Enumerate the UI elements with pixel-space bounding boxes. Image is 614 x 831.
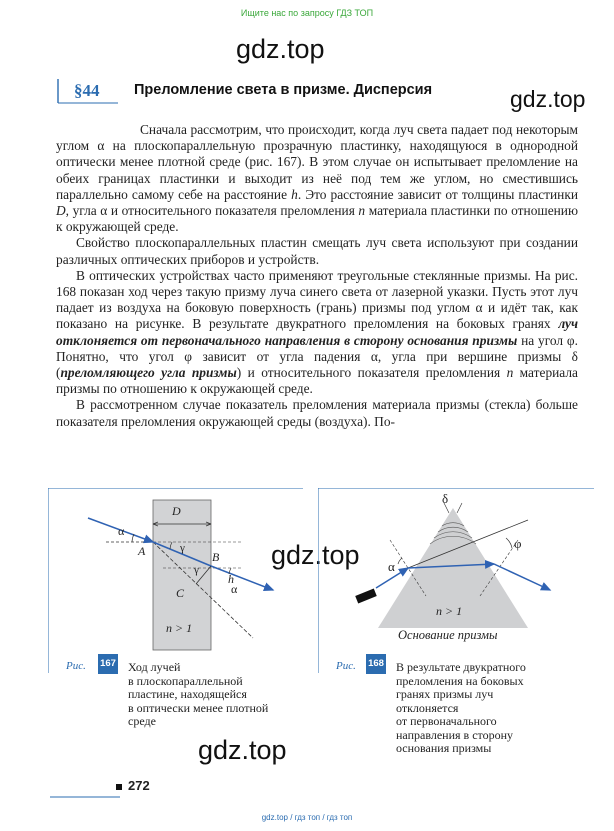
prism-diagram xyxy=(318,488,594,673)
paragraph-3: В оптических устройствах часто применяют треугольные стеклянные призмы. На рис. 168 показан ход через такую призму луча синего света от лазерной указки. Пусть этот луч падает из воздуха на боковую поверхность (грань) призмы под углом α и идёт так, как показано на рисунке. В результате двукратного преломления на боковых гранях луч отклоняется от первоначального направления в сторону основания призмы на угол φ. Понятно, что угол φ зависит от угла падения α, угла при вершине призмы δ (преломляющего угла призмы) и относительного показателя преломления n материала призмы по отношению к окружающей среде. xyxy=(56,267,578,397)
watermark: gdz.top xyxy=(198,735,287,765)
figure-167-caption: Ход лучей в плоскопараллельной пластине, находящейся в оптически менее плотной среде xyxy=(128,660,269,728)
label-B: B xyxy=(212,550,220,564)
figure-168-number: 168 xyxy=(366,654,386,674)
watermark: gdz.top xyxy=(271,540,360,570)
figure-167-ris: Рис. xyxy=(66,660,86,672)
label-alpha-incident: α xyxy=(118,524,125,538)
section-title: Преломление света в призме. Дисперсия xyxy=(134,82,433,98)
label-alpha: α xyxy=(388,559,395,574)
label-h: h xyxy=(228,572,234,586)
laser-pointer xyxy=(355,589,377,604)
label-gamma-1: γ xyxy=(180,542,185,554)
label-prism-base: Основание призмы xyxy=(398,628,498,642)
section-number: §44 xyxy=(74,81,100,100)
paragraph-1: Сначала рассмотрим, что происходит, когда луч света падает под некоторым углом α на плоскопараллельную прозрачную пластинку, находящуюся в однородной оптически менее плотной среде (рис. 167). В этом случае он испытывает преломление на обеих границах пластинки и выходит из неё под тем же углом, но сместившись параллельно самому себе на расстояние h. Это расстояние зависит от толщины пластинки D, угла α и относительного показателя преломления n материала пластинки по отношению к окружающей среде. xyxy=(56,122,578,235)
label-D: D xyxy=(172,504,181,518)
figure-168 xyxy=(318,488,594,673)
page-number: 272 xyxy=(128,778,150,793)
label-n: n > 1 xyxy=(436,604,463,618)
paragraph-4: В рассмотренном случае показатель преломления материала призмы (стекла) больше показателя преломления окружающей среды (воздуха). По- xyxy=(56,397,578,429)
figure-168-ris: Рис. xyxy=(336,660,356,672)
label-n: n > 1 xyxy=(166,621,193,635)
emergent-ray xyxy=(494,564,550,590)
figure-168-caption: В результате двукратного преломления на боковых гранях призмы луч отклоняется от первоначального направления в сторону основания призмы xyxy=(396,660,526,755)
figure-167-number: 167 xyxy=(98,654,118,674)
label-delta: δ xyxy=(442,491,449,506)
figure-167 xyxy=(48,488,303,673)
footer-links[interactable]: gdz.top / гдз топ / гдз топ xyxy=(261,813,353,822)
section-badge xyxy=(56,78,120,104)
label-A: A xyxy=(138,544,146,558)
label-C: C xyxy=(176,586,185,600)
top-note: Ищите нас по запросу ГДЗ ТОП xyxy=(240,8,374,18)
watermark: gdz.top xyxy=(236,34,325,64)
paragraph-2: Свойство плоскопараллельных пластин смещать луч света используют при создании различных оптических приборов и устройств. xyxy=(56,235,578,267)
watermark: gdz.top xyxy=(510,86,586,112)
page-number-marker xyxy=(116,784,122,790)
label-alpha-emergent: α xyxy=(231,582,238,596)
label-gamma-2: γ xyxy=(194,564,199,576)
label-phi: φ xyxy=(514,536,522,551)
page-number-rule xyxy=(50,787,120,793)
body-text xyxy=(56,122,578,430)
emergent-ray xyxy=(211,566,273,590)
